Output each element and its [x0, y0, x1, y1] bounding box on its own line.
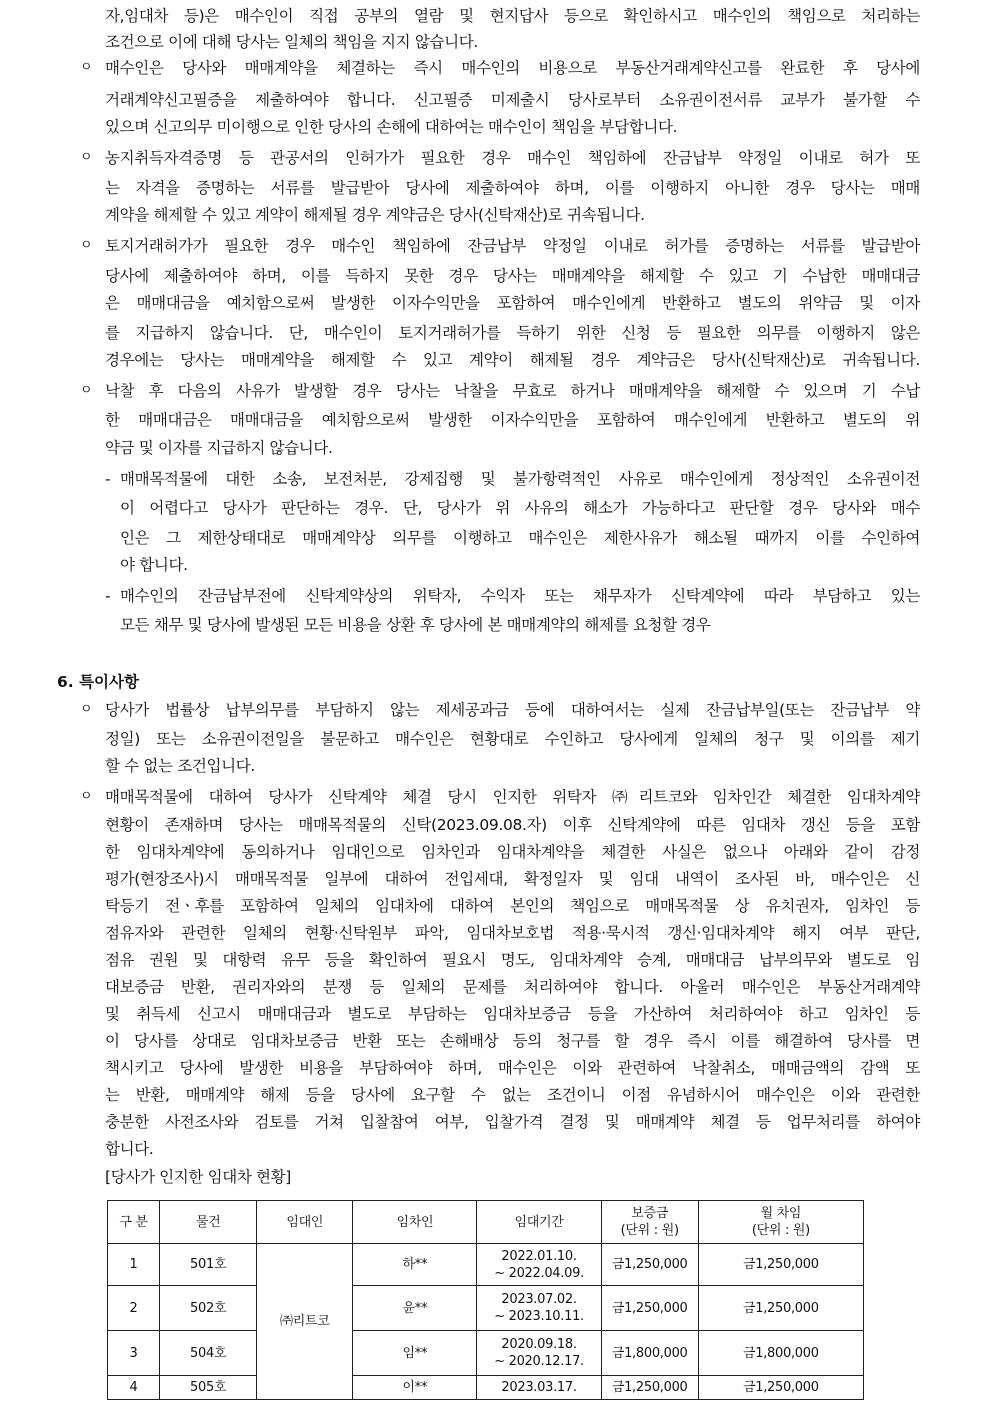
- header-property: 물건: [160, 1201, 257, 1244]
- header-category: 구 분: [108, 1201, 160, 1244]
- dash-marker: -: [105, 587, 111, 605]
- bullet-text-line: 는 반환, 매매계약 해제 등을 당사에 요구할 수 없는 조건이니 이점 유념하시어 매수인은 이와 관련한: [105, 1086, 920, 1104]
- bullet-text-line: 탁등기 전ㆍ후를 포함하여 일체의 임대차에 대하여 본인의 책임으로 매매목적물 상 유치권자, 임차인 등: [105, 897, 920, 915]
- period-start: 2023.07.02.: [501, 1292, 577, 1307]
- bullet-text-line: 정일) 또는 소유권이전일을 불문하고 매수인은 현황대로 수인하고 당사에게 일체의 청구 및 이의를 제기: [105, 730, 920, 748]
- bullet-text-line: 책시키고 당사에 발생한 비용을 부담하여야 하며, 매수인은 이와 관련하여 낙찰취소, 매매금액의 감액 또: [105, 1059, 920, 1077]
- header-rent-label: 월 차임: [760, 1206, 802, 1221]
- bullet-text-line: 당사가 법률상 납부의무를 부담하지 않는 제세공과금 등에 대하여서는 실제 잔금납부일(또는 잔금납부 약: [105, 701, 920, 719]
- cell-period: [477, 1331, 601, 1376]
- cell-deposit: 금1,250,000: [601, 1376, 698, 1400]
- cell-tenant: 윤**: [353, 1286, 477, 1331]
- header-landlord: 임대인: [257, 1201, 353, 1244]
- bullet-marker: ㅇ: [80, 702, 93, 717]
- cell-no: 2: [108, 1286, 160, 1331]
- cell-tenant: 이**: [353, 1376, 477, 1400]
- cell-period: [477, 1244, 601, 1286]
- bullet-text-line: 한 임대차계약에 동의하거나 임대인으로 임차인과 임대차계약을 체결한 사실은 없으나 아래와 같이 감정: [105, 843, 920, 861]
- period-start: 2020.09.18.: [501, 1337, 577, 1352]
- cell-rent: 금1,250,000: [698, 1376, 863, 1400]
- cell-rent: 금1,250,000: [698, 1286, 863, 1331]
- header-tenant: 임차인: [353, 1201, 477, 1244]
- header-monthly-rent: [698, 1201, 863, 1244]
- period-start: 2022.01.10.: [501, 1248, 577, 1264]
- bullet-text-line: 매매목적물에 대하여 당사가 신탁계약 체결 당시 인지한 위탁자 ㈜리트코와 임차인간 체결한 임대차계약: [105, 788, 920, 806]
- bullet-text-line: 및 취득세 신고시 매매대금과 별도로 부담하는 임대차보증금 등을 가산하여 처리하여야 하고 임차인 등: [105, 1005, 920, 1023]
- section-heading: 6. 특이사항: [57, 673, 139, 691]
- bullet-text-line: 토지거래허가가 필요한 경우 매수인 책임하에 잔금납부 약정일 이내로 허가를 증명하는 서류를 발급받아: [105, 237, 920, 255]
- table-row: [108, 1286, 864, 1331]
- cell-landlord: ㈜리트코: [257, 1244, 353, 1400]
- bullet-text-line: 은 매매대금을 예치함으로써 발생한 이자수익만을 포함하여 매수인에게 반환하고 별도의 위약금 및 이자: [105, 294, 920, 312]
- bullet-text-line: 당사에 제출하여야 하며, 이를 득하지 못한 경우 당사는 매매계약을 해제할 수 있고 기 수납한 매매대금: [105, 267, 920, 285]
- cell-tenant: 임**: [353, 1331, 477, 1376]
- bullet-marker: ㅇ: [80, 60, 93, 75]
- dash-text-line: 인은 그 제한상태대로 매매계약상 의무를 이행하고 매수인은 제한사유가 해소될 때까지 이를 수인하여: [120, 529, 920, 547]
- intro-line: 조건으로 이에 대해 당사는 일체의 책임을 지지 않습니다.: [105, 33, 478, 51]
- bullet-text-line: 한 매매대금은 매매대금을 예치함으로써 발생한 이자수익만을 포함하여 매수인에게 반환하고 별도의 위: [105, 411, 920, 429]
- period-end: ~ 2023.10.11.: [494, 1309, 584, 1324]
- cell-deposit: 금1,250,000: [601, 1244, 698, 1286]
- table-row: [108, 1376, 864, 1400]
- table-row: [108, 1331, 864, 1376]
- bullet-text-line: 점유 권원 및 대항력 유무 등을 확인하여 필요시 명도, 임대차계약 승계, 매매대금 납부의무와 별도로 임: [105, 951, 920, 969]
- cell-no: 3: [108, 1331, 160, 1376]
- dash-text-line: 매수인의 잔금납부전에 신탁계약상의 위탁자, 수익자 또는 채무자가 신탁계약에 따라 부담하고 있는: [120, 587, 920, 605]
- bullet-text-line: 평가(현장조사)시 매매목적물 일부에 대하여 전입세대, 확정일자 및 임대 내역이 조사된 바, 매수인은 신: [105, 870, 920, 888]
- bullet-text-line: 현황이 존재하며 당사는 매매목적물의 신탁(2023.09.08.자) 이후 신탁계약에 따른 임대차 갱신 등을 포함: [105, 816, 920, 834]
- header-deposit: [601, 1201, 698, 1244]
- bullet-text-line: 충분한 사전조사와 검토를 거쳐 입찰참여 여부, 입찰가격 결정 및 매매계약 체결 등 업무처리를 하여야: [105, 1113, 920, 1131]
- bullet-text-line: 경우에는 당사는 매매계약을 해제할 수 있고 계약이 해제될 경우 계약금은 당사(신탁재산)로 귀속됩니다.: [105, 351, 920, 369]
- bullet-text-line: 는 자격을 증명하는 서류를 발급받아 당사에 제출하여야 하며, 이를 이행하지 아니한 경우 당사는 매매: [105, 179, 920, 197]
- lease-status-table: [107, 1200, 864, 1400]
- bullet-text-line: 합니다.: [105, 1140, 154, 1158]
- bullet-text-line: 약금 및 이자를 지급하지 않습니다.: [105, 439, 333, 457]
- bullet-text-line: 점유자와 관련한 일체의 현황·신탁원부 파악, 임대차보호법 적용·묵시적 갱신·임대차계약 해지 여부 판단,: [105, 924, 920, 942]
- cell-period: 2023.03.17.: [477, 1376, 601, 1400]
- bullet-text-line: 이 당사를 상대로 임대차보증금 반환 또는 손해배상 등의 청구를 할 경우 즉시 이를 해결하여 당사를 면: [105, 1032, 920, 1050]
- header-lease-period: 임대기간: [477, 1201, 601, 1244]
- table-header-row: [108, 1201, 864, 1244]
- bullet-marker: ㅇ: [80, 383, 93, 398]
- bullet-text-line: 낙찰 후 다음의 사유가 발생할 경우 당사는 낙찰을 무효로 하거나 매매계약을 해제할 수 있으며 기 수납: [105, 382, 920, 400]
- period-end: ~ 2022.04.09.: [494, 1265, 584, 1281]
- bullet-text-line: 거래계약신고필증을 제출하여야 합니다. 신고필증 미제출시 당사로부터 소유권이전서류 교부가 불가할 수: [105, 91, 920, 109]
- bullet-marker: ㅇ: [80, 150, 93, 165]
- dash-marker: -: [105, 470, 111, 488]
- bullet-text-line: 있으며 신고의무 미이행으로 인한 당사의 손해에 대하여는 매수인이 책임을 부담합니다.: [105, 118, 678, 136]
- header-deposit-label: 보증금: [631, 1206, 669, 1221]
- bullet-text-line: 농지취득자격증명 등 관공서의 인허가가 필요한 경우 매수인 책임하에 잔금납부 약정일 이내로 허가 또: [105, 149, 920, 167]
- intro-line: 자,임대차 등)은 매수인이 직접 공부의 열람 및 현지답사 등으로 확인하시고 매수인의 책임으로 처리하는: [105, 7, 920, 25]
- bullet-text-line: 대보증금 반환, 권리자와의 분쟁 등 일체의 문제를 처리하여야 합니다. 아울러 매수인은 부동산거래계약: [105, 978, 920, 996]
- cell-unit: 505호: [160, 1376, 257, 1400]
- dash-text-line: 모든 채무 및 당사에 발생된 모든 비용을 상환 후 당사에 본 매매계약의 해제를 요청할 경우: [120, 616, 711, 634]
- cell-tenant: 하**: [353, 1244, 477, 1286]
- bullet-marker: ㅇ: [80, 238, 93, 253]
- period-end: ~ 2020.12.17.: [494, 1354, 584, 1369]
- cell-no: 4: [108, 1376, 160, 1400]
- cell-deposit: 금1,800,000: [601, 1331, 698, 1376]
- cell-deposit: 금1,250,000: [601, 1286, 698, 1331]
- table-row: [108, 1244, 864, 1286]
- bullet-text-line: 매수인은 당사와 매매계약을 체결하는 즉시 매수인의 비용으로 부동산거래계약신고를 완료한 후 당사에: [105, 59, 920, 77]
- cell-unit: 501호: [160, 1244, 257, 1286]
- bullet-marker: ㅇ: [80, 789, 93, 804]
- bullet-text-line: 를 지급하지 않습니다. 단, 매수인이 토지거래허가를 득하기 위한 신청 등 필요한 의무를 이행하지 않은: [105, 324, 920, 342]
- bullet-text-line: 계약을 해제할 수 있고 계약이 해제될 경우 계약금은 당사(신탁재산)로 귀속됩니다.: [105, 206, 645, 224]
- table-caption: [당사가 인지한 임대차 현황]: [105, 1168, 291, 1186]
- header-deposit-unit: (단위 : 원): [620, 1223, 679, 1238]
- cell-no: 1: [108, 1244, 160, 1286]
- header-rent-unit: (단위 : 원): [751, 1223, 810, 1238]
- bullet-text-line: 할 수 없는 조건입니다.: [105, 757, 255, 775]
- cell-unit: 504호: [160, 1331, 257, 1376]
- dash-text-line: 이 어렵다고 당사가 판단하는 경우. 단, 당사가 위 사유의 해소가 가능하다고 판단할 경우 당사와 매수: [120, 499, 920, 517]
- cell-rent: 금1,800,000: [698, 1331, 863, 1376]
- dash-text-line: 야 합니다.: [120, 556, 188, 574]
- cell-unit: 502호: [160, 1286, 257, 1331]
- cell-period: [477, 1286, 601, 1331]
- dash-text-line: 매매목적물에 대한 소송, 보전처분, 강제집행 및 불가항력적인 사유로 매수인에게 정상적인 소유권이전: [120, 470, 920, 488]
- cell-rent: 금1,250,000: [698, 1244, 863, 1286]
